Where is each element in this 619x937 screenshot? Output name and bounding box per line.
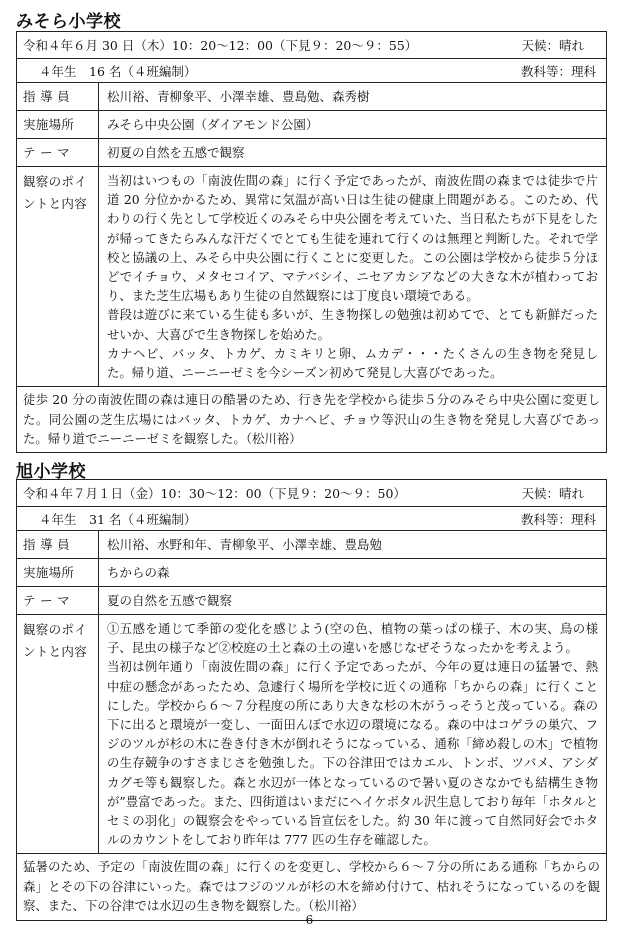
observation-paragraph: ①五感を通じて季節の変化を感じよう(空の色、植物の葉っぱの様子、木の実、鳥の様子、昆虫の様子など②校庭の土と森の土の違いを感じなぜそうなったかを考えよう。: [107, 621, 598, 656]
observation-paragraph: 当初は例年通り「南波佐間の森」に行く予定であったが、今年の夏は連日の猛暑で、熱中症の懸念があったため、急遽行く場所を学校に近くの通称「ちからの森」に行くことにした。学校から６～７分程度の所にあり大きな杉の木がうっそうと茂っている。森の下に出ると環境が一変し、一面田んぼで水辺の環境になる。森の中はコゲラの巣穴、フジのツルが杉の木に巻き付き木が倒れそうになっている、通称「締め殺しの木」で植物の生存競争のすさまじさを勉強した。下の谷津田ではカエル、トンボ、ツバメ、アシダカグモ等も観察した。森と水辺が一体となっているので暑い夏のさなかでも結構生き物が”豊富であった。また、四街道はいまだにヘイケボタル沢生息しており毎年「ホタルとセミの羽化」の観察会をやっている旨宣伝をした。約 30 年に渡って自然同好会でホタルのカウントをしており昨年は 777 匹の生存を確認した。: [107, 659, 598, 848]
record-table: [16, 31, 607, 453]
subject: 教科等：理科: [520, 511, 596, 527]
date-line: 令和４年６月 30 日（木）10：20～12：00（下見９：20～９：55）: [23, 38, 418, 53]
leaders-value: 松川裕、水野和年、青柳象平、小澤幸雄、豊島勉: [107, 537, 383, 552]
date-row: [17, 480, 606, 507]
theme-value: 夏の自然を五感で観察: [107, 593, 233, 608]
summary-row: [17, 387, 606, 452]
record-table: [16, 479, 607, 921]
observation-label: 観察のポイントと内容: [17, 167, 99, 386]
place-value: みそら中央公園（ダイアモンド公園）: [107, 117, 319, 132]
theme-value: 初夏の自然を五感で観察: [107, 145, 245, 160]
theme-label: テ ー マ: [17, 139, 99, 166]
subject: 教科等：理科: [520, 63, 596, 79]
school-heading: 旭小学校: [16, 462, 86, 482]
grade-row: [17, 507, 606, 531]
page-number: 6: [305, 913, 314, 927]
summary-text: 猛暑のため、予定の「南波佐間の森」に行くのを変更し、学校から６～７分の所にある通称「ちからの森」とその下の谷津にいった。森ではフジのツルが杉の木を締め付けて、枯れそうになっているのを観察、また、下の谷津では水辺の生き物を観察した。（松川裕）: [23, 859, 600, 914]
weather: 天候：晴れ: [521, 486, 584, 501]
observation-row: [17, 615, 606, 854]
leaders-row: [17, 83, 606, 111]
leaders-value: 松川裕、青柳象平、小澤幸雄、豊島勉、森秀樹: [107, 89, 370, 104]
summary-text: 徒歩 20 分の南波佐間の森は連日の酷暑のため、行き先を学校から徒歩５分のみそら中央公園に変更した。同公園の芝生広場にはバッタ、トカゲ、カナヘビ、チョウ等沢山の生き物を発見し大喜びであった。帰り道でニーニーゼミを観察した。（松川裕）: [23, 392, 600, 447]
place-row: [17, 111, 606, 139]
theme-row: [17, 587, 606, 615]
school-heading: みそら小学校: [16, 12, 121, 32]
date-row: [17, 32, 606, 59]
observation-paragraph: カナヘビ、バッタ、トカゲ、カミキリと卵、ムカデ・・・たくさんの生き物を発見した。帰り道、ニーニーゼミを今シーズン初めて発見し大喜びであった。: [107, 345, 598, 381]
observation-paragraph: 普段は遊びに来ている生徒も多いが、生き物探しの勉強は初めてで、とても新鮮だったせいか、大喜びで生き物探しを始めた。: [107, 307, 598, 342]
leaders-row: [17, 531, 606, 559]
theme-label: テ ー マ: [17, 587, 99, 614]
weather: 天候：晴れ: [521, 38, 584, 53]
grade-line: ４年生 16 名（４班編制）: [39, 63, 197, 79]
place-value: ちからの森: [107, 565, 170, 580]
grade-line: ４年生 31 名（４班編制）: [39, 511, 197, 527]
place-row: [17, 559, 606, 587]
leaders-label: 指 導 員: [17, 531, 99, 558]
place-label: 実施場所: [17, 111, 99, 138]
observation-content: [99, 615, 606, 853]
summary-row: [17, 854, 606, 919]
grade-row: [17, 59, 606, 83]
date-line: 令和４年７月１日（金）10：30～12：00（下見９：20～９：50）: [23, 486, 406, 501]
observation-label: 観察のポイントと内容: [17, 615, 99, 853]
observation-content: [99, 167, 606, 386]
observation-row: [17, 167, 606, 387]
place-label: 実施場所: [17, 559, 99, 586]
leaders-label: 指 導 員: [17, 83, 99, 110]
observation-paragraph: 当初はいつもの「南波佐間の森」に行く予定であったが、南波佐間の森までは徒歩で片道 20 分位かかるため、異常に気温が高い日は生徒の健康上問題がある。このため、代わりの行く先として学校近くのみそら中央公園を考えていた、当日私たちが下見をしたが帰ってきたらみんな汗だくでとても生徒を連れて行くのは無理と判断した。それで学校と協議の上、みそら中央公園に行くことに変更した。この公園は学校から徒歩５分ほどでイチョウ、メタセコイア、マテバシイ、ニセアカシアなどの大きな木が植わっており、また芝生広場もあり生徒の自然観察には丁度良い環境である。: [107, 173, 598, 304]
theme-row: [17, 139, 606, 167]
